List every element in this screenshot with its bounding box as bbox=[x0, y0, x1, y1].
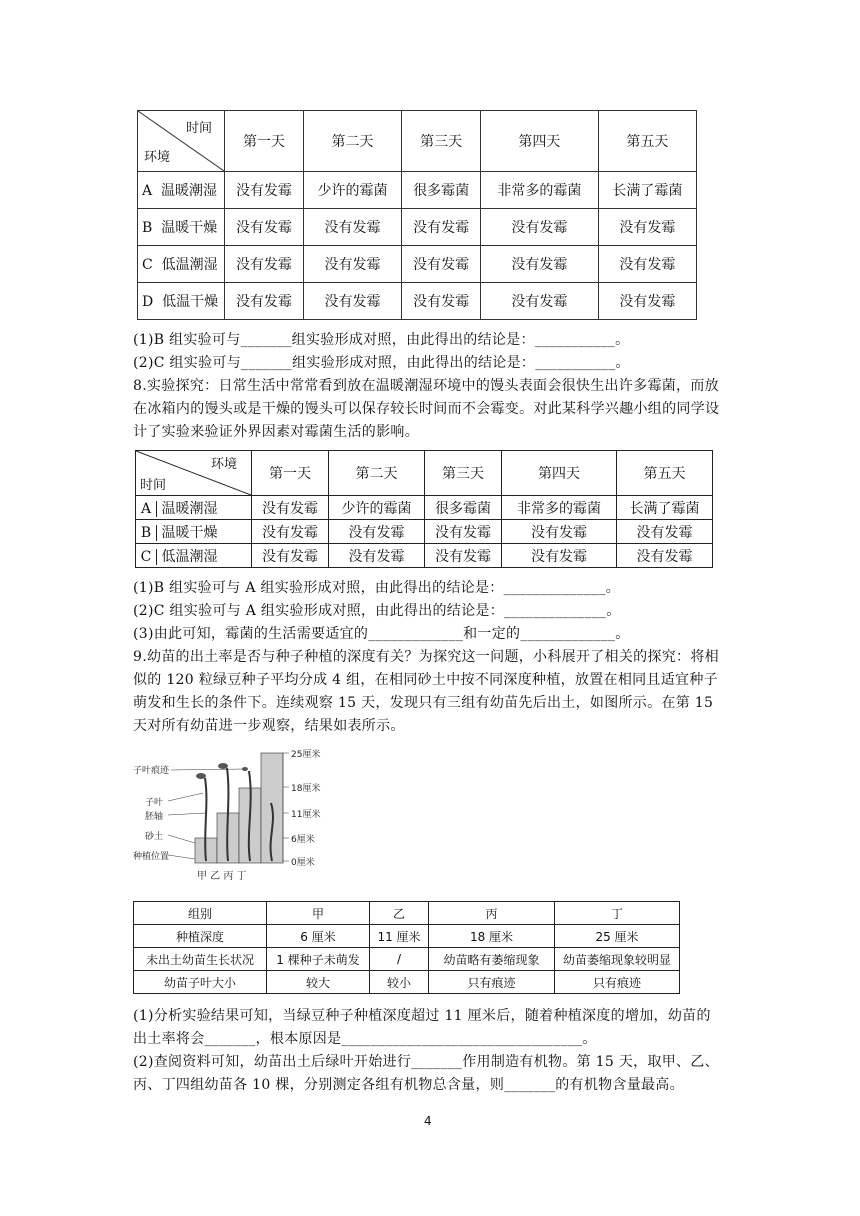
table-cell: 很多霉菌 bbox=[402, 172, 481, 209]
corner-bottom-label: 环境 bbox=[144, 150, 171, 165]
row-id: B bbox=[142, 220, 153, 236]
fig-label-6cm: 6厘米 bbox=[291, 835, 315, 845]
mold-table-2 bbox=[135, 450, 713, 568]
table-cell: 没有发霉 bbox=[225, 246, 304, 283]
table-cell: 没有发霉 bbox=[329, 520, 425, 544]
row-env: 低温潮湿 bbox=[161, 257, 218, 273]
table-cell: 很多霉菌 bbox=[425, 496, 502, 520]
table1-corner-cell bbox=[138, 111, 225, 172]
table-cell: 幼苗子叶大小 bbox=[134, 971, 267, 994]
row-env: 温暖潮湿 bbox=[161, 500, 218, 517]
table-cell: 没有发霉 bbox=[303, 209, 401, 246]
table-cell: 1 棵种子未萌发 bbox=[267, 948, 370, 971]
table-cell: 没有发霉 bbox=[225, 172, 304, 209]
mold-table-1 bbox=[137, 110, 697, 320]
table-row bbox=[134, 948, 680, 971]
header-cell: 第五天 bbox=[598, 111, 696, 172]
table-cell: 没有发霉 bbox=[598, 209, 696, 246]
table-cell: 没有发霉 bbox=[481, 209, 599, 246]
table-row bbox=[138, 246, 697, 283]
table-header-row bbox=[134, 902, 680, 925]
header-cell: 丁 bbox=[555, 902, 680, 925]
table-cell: 没有发霉 bbox=[481, 246, 599, 283]
table-cell: 没有发霉 bbox=[303, 246, 401, 283]
table-cell: 没有发霉 bbox=[402, 246, 481, 283]
table-cell: 没有发霉 bbox=[598, 246, 696, 283]
table-cell: 11 厘米 bbox=[370, 925, 429, 948]
header-cell: 第二天 bbox=[329, 451, 425, 496]
header-cell: 第一天 bbox=[252, 451, 329, 496]
row-id: C bbox=[136, 549, 157, 565]
header-cell: 第一天 bbox=[225, 111, 304, 172]
header-cell: 第四天 bbox=[502, 451, 617, 496]
fig-label-18cm: 18厘米 bbox=[291, 784, 321, 794]
fig-label-groups: 甲 乙 丙 丁 bbox=[197, 871, 247, 882]
header-cell: 丙 bbox=[429, 902, 555, 925]
table-cell: 没有发霉 bbox=[252, 496, 329, 520]
header-cell: 第三天 bbox=[402, 111, 481, 172]
row-id: D bbox=[142, 294, 154, 310]
header-cell: 第二天 bbox=[303, 111, 401, 172]
table-cell: 较小 bbox=[370, 971, 429, 994]
table-cell: 没有发霉 bbox=[598, 283, 696, 320]
corner-bottom-label: 时间 bbox=[140, 478, 167, 493]
table-cell: 6 厘米 bbox=[267, 925, 370, 948]
header-cell: 甲 bbox=[267, 902, 370, 925]
table-cell: 没有发霉 bbox=[616, 520, 712, 544]
table-cell: 幼苗略有萎缩现象 bbox=[429, 948, 555, 971]
row-env: 温暖干燥 bbox=[161, 220, 218, 236]
table-cell: 少许的霉菌 bbox=[329, 496, 425, 520]
table-cell: 非常多的霉菌 bbox=[481, 172, 599, 209]
page-number: 4 bbox=[424, 1114, 432, 1128]
row-env: 温暖干燥 bbox=[161, 524, 218, 541]
table-cell: 没有发霉 bbox=[402, 283, 481, 320]
table-row bbox=[134, 925, 680, 948]
seedling-figure bbox=[133, 743, 323, 883]
q9-line-1: (1)分析实验结果可知，当绿豆种子种植深度超过 11 厘米后，随着种植深度的增加，幼苗的出土率将会_______，根本原因是_________________________________。 bbox=[133, 1008, 711, 1047]
fig-label-25cm: 25厘米 bbox=[291, 750, 321, 760]
table-row bbox=[136, 496, 713, 520]
table-row bbox=[136, 520, 713, 544]
fig-label-sand: 砂土 bbox=[145, 832, 164, 842]
q8-line-1: (1)B 组实验可与 A 组实验形成对照，由此得出的结论是：______________。 bbox=[133, 580, 621, 596]
q8-line-3: (3)由此可知，霉菌的生活需要适宜的_____________和一定的_____________。 bbox=[133, 626, 630, 642]
table-row bbox=[136, 544, 713, 568]
seedling-table bbox=[133, 901, 680, 994]
q8-line-2: (2)C 组实验可与 A 组实验形成对照，由此得出的结论是：______________。 bbox=[133, 603, 621, 619]
table-cell: 没有发霉 bbox=[481, 283, 599, 320]
table-cell: 少许的霉菌 bbox=[303, 172, 401, 209]
table-row bbox=[138, 209, 697, 246]
table-cell: 长满了霉菌 bbox=[598, 172, 696, 209]
fig-label-11cm: 11厘米 bbox=[291, 810, 321, 820]
table-cell: 未出土幼苗生长状况 bbox=[134, 948, 267, 971]
fig-label-0cm: 0厘米 bbox=[291, 858, 315, 868]
table-cell: 没有发霉 bbox=[502, 520, 617, 544]
row-env: 低温干燥 bbox=[162, 294, 219, 310]
table-cell: 没有发霉 bbox=[425, 520, 502, 544]
table-cell: 没有发霉 bbox=[225, 283, 304, 320]
table-cell: 没有发霉 bbox=[252, 520, 329, 544]
corner-top-label: 时间 bbox=[185, 121, 212, 136]
header-cell: 第三天 bbox=[425, 451, 502, 496]
table-cell: 没有发霉 bbox=[616, 544, 712, 568]
row-id: A bbox=[142, 183, 153, 199]
table-cell: 只有痕迹 bbox=[555, 971, 680, 994]
fig-label-cotyledon-trace: 子叶痕迹 bbox=[133, 766, 170, 776]
corner-top-label: 环境 bbox=[210, 457, 237, 472]
q8-intro: 8.实验探究：日常生活中常常看到放在温暖潮湿环境中的馒头表面会很快生出许多霉菌，而放在冰箱内的馒头或是干燥的馒头可以保存较长时间而不会霉变。对此某科学兴趣小组的同学设计了实验来验证外界因素对霉菌生活的影响。 bbox=[133, 378, 720, 440]
table-cell: 只有痕迹 bbox=[429, 971, 555, 994]
row-id: A bbox=[136, 501, 157, 517]
table2-corner-cell bbox=[136, 451, 252, 496]
q7-line-1: (1)B 组实验可与_______组实验形成对照，由此得出的结论是：___________。 bbox=[133, 332, 630, 348]
table-cell: 长满了霉菌 bbox=[616, 496, 712, 520]
table-row bbox=[138, 283, 697, 320]
table-cell: 没有发霉 bbox=[502, 544, 617, 568]
table-cell: 18 厘米 bbox=[429, 925, 555, 948]
row-id: B bbox=[136, 525, 157, 541]
table-cell: 较大 bbox=[267, 971, 370, 994]
table-cell: 幼苗萎缩现象较明显 bbox=[555, 948, 680, 971]
table-cell: 没有发霉 bbox=[329, 544, 425, 568]
q9-intro: 9.幼苗的出土率是否与种子种植的深度有关？为探究这一问题，小科展开了相关的探究：将相似的 120 粒绿豆种子平均分成 4 组，在相同砂土中按不同深度种植，放置在相同且适宜种子萌发和生长的条件下。连续观察 15 天，发现只有三组有幼苗先后出土，如图所示。在第 15 天对所有幼苗进一步观察，结果如表所示。 bbox=[133, 649, 719, 734]
table-cell: 没有发霉 bbox=[425, 544, 502, 568]
header-cell: 第四天 bbox=[481, 111, 599, 172]
table-cell: 25 厘米 bbox=[555, 925, 680, 948]
table-cell: / bbox=[370, 948, 429, 971]
table-cell: 没有发霉 bbox=[252, 544, 329, 568]
row-env: 温暖潮湿 bbox=[161, 183, 218, 199]
table-row bbox=[134, 971, 680, 994]
header-cell: 乙 bbox=[370, 902, 429, 925]
fig-label-hypocotyl: 胚轴 bbox=[145, 812, 164, 822]
fig-label-planting-position: 种植位置 bbox=[133, 852, 170, 862]
table-cell: 种植深度 bbox=[134, 925, 267, 948]
q9-line-2: (2)查阅资料可知，幼苗出土后绿叶开始进行_______作用制造有机物。第 15 天，取甲、乙、丙、丁四组幼苗各 10 棵，分别测定各组有机物总含量，则_______的有机物含量最高。 bbox=[133, 1054, 719, 1093]
header-cell: 组别 bbox=[134, 902, 267, 925]
table-row bbox=[138, 172, 697, 209]
row-env: 低温潮湿 bbox=[161, 548, 218, 565]
table-cell: 没有发霉 bbox=[225, 209, 304, 246]
header-cell: 第五天 bbox=[616, 451, 712, 496]
table-cell: 非常多的霉菌 bbox=[502, 496, 617, 520]
row-id: C bbox=[142, 257, 153, 273]
fig-label-cotyledon: 子叶 bbox=[145, 798, 164, 808]
table-cell: 没有发霉 bbox=[303, 283, 401, 320]
table-cell: 没有发霉 bbox=[402, 209, 481, 246]
q7-line-2: (2)C 组实验可与_______组实验形成对照，由此得出的结论是：___________。 bbox=[133, 355, 630, 371]
